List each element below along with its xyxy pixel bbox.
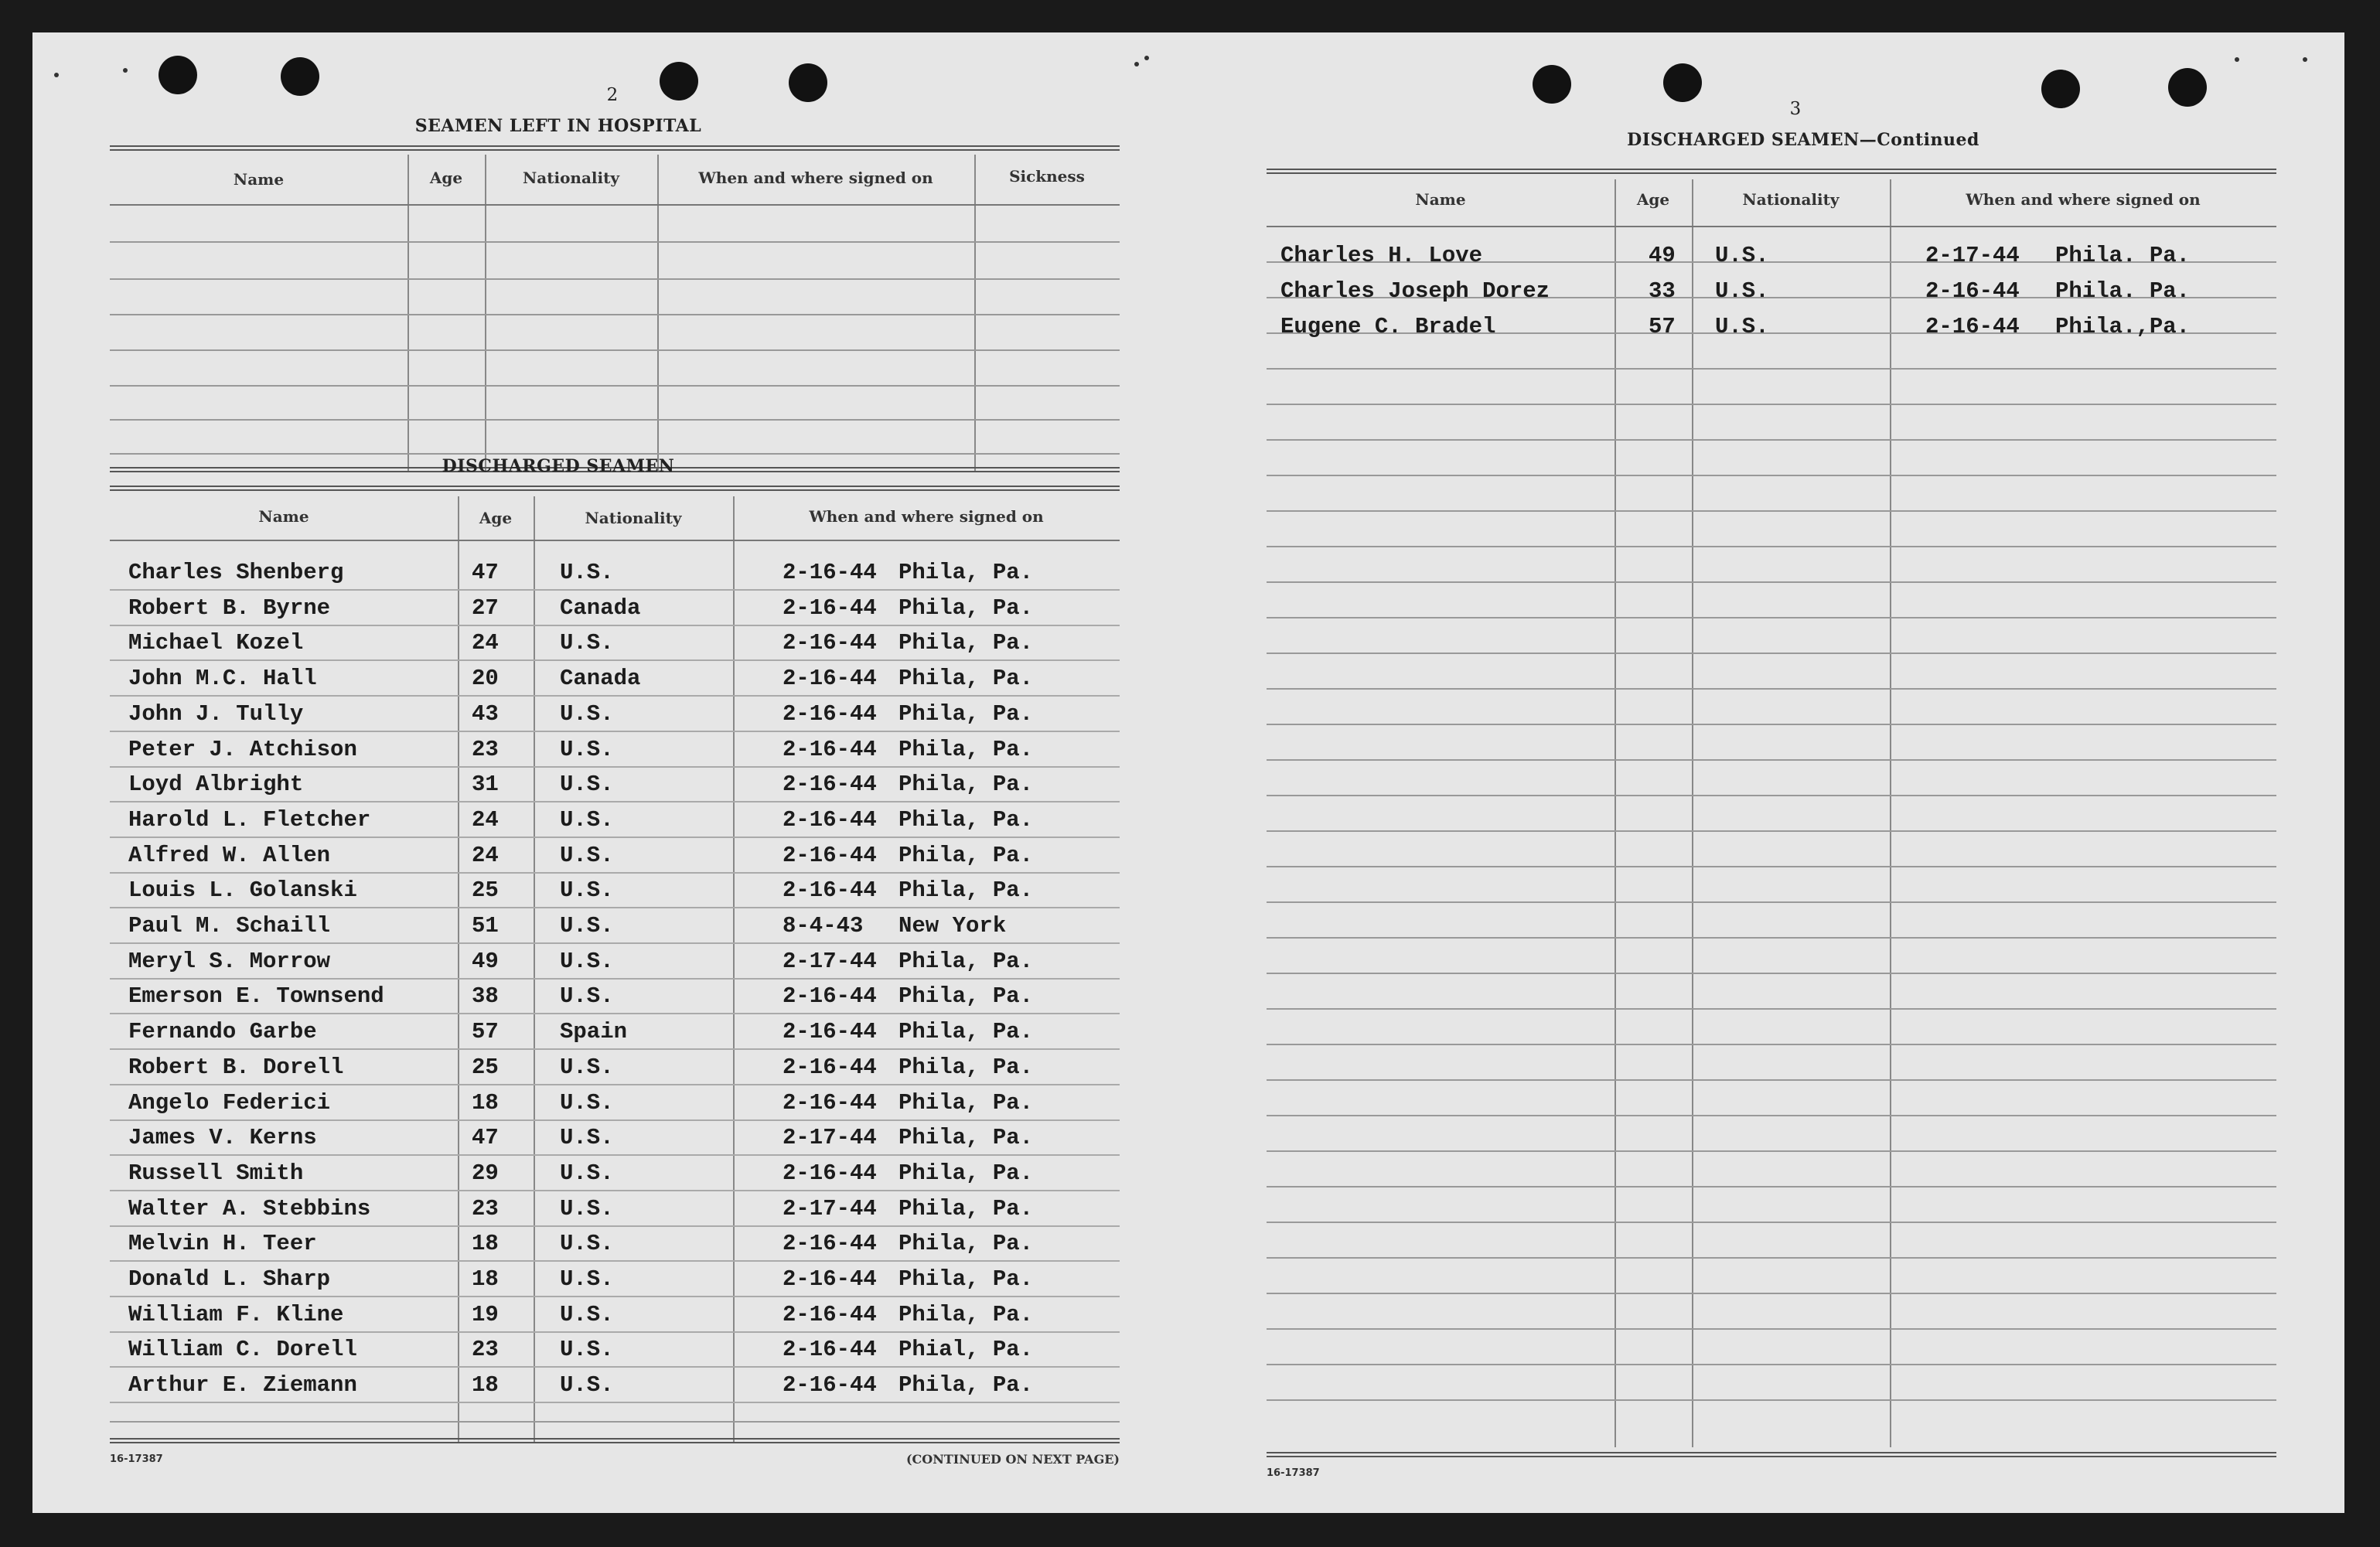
table-row bbox=[110, 731, 1120, 768]
discharged-col-nationality: Nationality bbox=[585, 509, 682, 527]
signed-on-place: Phila, Pa. bbox=[898, 772, 1034, 797]
table-row bbox=[110, 1225, 1120, 1262]
table-row bbox=[110, 871, 1120, 908]
table-row bbox=[110, 1296, 1120, 1333]
seaman-name: William C. Dorell bbox=[128, 1337, 357, 1362]
signed-on-place: Phila, Pa. bbox=[898, 877, 1034, 903]
discharged-col-name: Name bbox=[258, 507, 309, 526]
rule bbox=[1267, 1186, 2276, 1188]
rule bbox=[1267, 1328, 2276, 1330]
signed-on-place: Phila, Pa. bbox=[898, 1019, 1034, 1044]
speck bbox=[123, 68, 128, 73]
seaman-nationality: U.S. bbox=[560, 949, 614, 974]
signed-on-place: Phila, Pa. bbox=[898, 701, 1034, 727]
punch-hole bbox=[789, 63, 827, 102]
signed-on-date: 2-16-44 bbox=[783, 983, 877, 1009]
punch-hole bbox=[159, 56, 197, 94]
signed-on-date: 2-16-44 bbox=[783, 666, 877, 691]
seaman-nationality: Spain bbox=[560, 1019, 628, 1044]
rule bbox=[110, 314, 1120, 315]
rule bbox=[110, 1438, 1120, 1443]
seaman-nationality: U.S. bbox=[560, 1196, 614, 1222]
signed-on-date: 2-16-44 bbox=[783, 807, 877, 833]
table-row bbox=[110, 1154, 1120, 1191]
table-row bbox=[110, 659, 1120, 697]
rule bbox=[1267, 937, 2276, 939]
seaman-age: 43 bbox=[472, 701, 499, 727]
table-row bbox=[110, 624, 1120, 661]
speck bbox=[2235, 57, 2239, 62]
punch-hole bbox=[2041, 70, 2080, 108]
signed-on-place: Phila, Pa. bbox=[898, 1090, 1034, 1116]
seaman-age: 23 bbox=[472, 737, 499, 762]
rule bbox=[110, 385, 1120, 387]
signed-on-date: 2-16-44 bbox=[783, 1266, 877, 1292]
rule bbox=[1267, 169, 2276, 174]
speck bbox=[1144, 56, 1149, 60]
seaman-name: Michael Kozel bbox=[128, 630, 304, 656]
rule bbox=[110, 241, 1120, 243]
seaman-name: James V. Kerns bbox=[128, 1125, 317, 1150]
table-row bbox=[110, 1084, 1120, 1121]
seaman-age: 27 bbox=[472, 595, 499, 621]
column-divider bbox=[407, 155, 409, 472]
rule bbox=[1267, 1150, 2276, 1152]
seaman-age: 23 bbox=[472, 1337, 499, 1362]
table-row bbox=[110, 1260, 1120, 1297]
hospital-col-age: Age bbox=[429, 169, 463, 187]
seaman-name: Angelo Federici bbox=[128, 1090, 331, 1116]
seaman-nationality: U.S. bbox=[560, 843, 614, 868]
seaman-age: 24 bbox=[472, 630, 499, 656]
signed-on-date: 2-17-44 bbox=[783, 1196, 877, 1222]
signed-on-place: Phila. Pa. bbox=[2055, 243, 2191, 268]
seaman-name: Peter J. Atchison bbox=[128, 737, 357, 762]
punch-hole bbox=[1663, 63, 1702, 102]
seaman-nationality: U.S. bbox=[560, 1337, 614, 1362]
seaman-nationality: U.S. bbox=[560, 1372, 614, 1398]
rule bbox=[1267, 830, 2276, 832]
seaman-nationality: U.S. bbox=[560, 1302, 614, 1327]
signed-on-place: Phila, Pa. bbox=[898, 560, 1034, 585]
seaman-name: Alfred W. Allen bbox=[128, 843, 331, 868]
form-number: 16-17387 bbox=[1267, 1467, 1320, 1479]
signed-on-place: Phila, Pa. bbox=[898, 595, 1034, 621]
seaman-nationality: Canada bbox=[560, 666, 641, 691]
hospital-section-title: SEAMEN LEFT IN HOSPITAL bbox=[414, 116, 702, 136]
signed-on-place: Phila.,Pa. bbox=[2055, 314, 2191, 339]
signed-on-date: 2-17-44 bbox=[1925, 243, 2020, 268]
signed-on-date: 2-16-44 bbox=[783, 1019, 877, 1044]
seaman-age: 33 bbox=[1649, 278, 1676, 304]
seaman-age: 19 bbox=[472, 1302, 499, 1327]
seaman-age: 23 bbox=[472, 1196, 499, 1222]
signed-on-date: 2-16-44 bbox=[783, 630, 877, 656]
seaman-age: 25 bbox=[472, 877, 499, 903]
seaman-age: 49 bbox=[472, 949, 499, 974]
table-row bbox=[110, 1331, 1120, 1368]
hospital-col-name: Name bbox=[233, 170, 285, 189]
signed-on-place: Phila, Pa. bbox=[898, 1302, 1034, 1327]
rule bbox=[110, 453, 1120, 455]
rule bbox=[1267, 724, 2276, 725]
rule bbox=[110, 278, 1120, 280]
page-number: 2 bbox=[606, 85, 619, 105]
seaman-nationality: U.S. bbox=[560, 701, 614, 727]
seaman-nationality: U.S. bbox=[1715, 278, 1769, 304]
page-number: 3 bbox=[1789, 99, 1802, 119]
seaman-age: 49 bbox=[1649, 243, 1676, 268]
seaman-age: 18 bbox=[472, 1372, 499, 1398]
seaman-age: 25 bbox=[472, 1055, 499, 1080]
seaman-name: Harold L. Fletcher bbox=[128, 807, 371, 833]
rule bbox=[110, 204, 1120, 206]
seaman-age: 29 bbox=[472, 1160, 499, 1186]
column-divider bbox=[657, 155, 659, 472]
seaman-nationality: U.S. bbox=[560, 560, 614, 585]
signed-on-place: Phila, Pa. bbox=[898, 1266, 1034, 1292]
seaman-age: 18 bbox=[472, 1231, 499, 1256]
continued-col-age: Age bbox=[1636, 190, 1670, 209]
punch-hole bbox=[1533, 65, 1571, 104]
seaman-age: 18 bbox=[472, 1090, 499, 1116]
rule bbox=[110, 540, 1120, 541]
seaman-name: Meryl S. Morrow bbox=[128, 949, 331, 974]
signed-on-place: Phila, Pa. bbox=[898, 1125, 1034, 1150]
rule bbox=[1267, 404, 2276, 405]
seaman-name: Emerson E. Townsend bbox=[128, 983, 384, 1009]
seaman-name: William F. Kline bbox=[128, 1302, 344, 1327]
signed-on-date: 2-17-44 bbox=[783, 1125, 877, 1150]
ledger-sheet bbox=[32, 32, 2344, 1513]
seaman-age: 47 bbox=[472, 560, 499, 585]
seaman-age: 47 bbox=[472, 1125, 499, 1150]
seaman-nationality: U.S. bbox=[560, 913, 614, 939]
rule bbox=[1267, 759, 2276, 761]
seaman-nationality: U.S. bbox=[560, 737, 614, 762]
seaman-nationality: U.S. bbox=[560, 1231, 614, 1256]
punch-hole bbox=[2168, 68, 2207, 107]
signed-on-place: New York bbox=[898, 913, 1007, 939]
hospital-col-nationality: Nationality bbox=[523, 169, 619, 187]
seaman-name: Loyd Albright bbox=[128, 772, 304, 797]
seaman-name: Fernando Garbe bbox=[128, 1019, 317, 1044]
seaman-name: Arthur E. Ziemann bbox=[128, 1372, 357, 1398]
signed-on-place: Phila, Pa. bbox=[898, 1196, 1034, 1222]
seaman-name: Charles Joseph Dorez bbox=[1280, 278, 1550, 304]
seaman-nationality: U.S. bbox=[560, 1160, 614, 1186]
table-row bbox=[110, 977, 1120, 1014]
rule bbox=[1267, 1293, 2276, 1294]
seaman-name: Paul M. Schaill bbox=[128, 913, 331, 939]
signed-on-date: 2-16-44 bbox=[1925, 278, 2020, 304]
seaman-name: Eugene C. Bradel bbox=[1280, 314, 1496, 339]
seaman-name: John M.C. Hall bbox=[128, 666, 317, 691]
hospital-col-sickness: Sickness bbox=[1009, 167, 1085, 186]
rule bbox=[1267, 973, 2276, 974]
rule bbox=[1267, 1044, 2276, 1045]
discharged-col-age: Age bbox=[479, 509, 513, 527]
rule bbox=[1267, 546, 2276, 547]
rule bbox=[110, 145, 1120, 151]
seaman-name: Donald L. Sharp bbox=[128, 1266, 331, 1292]
signed-on-date: 2-16-44 bbox=[1925, 314, 2020, 339]
discharged-section-title: DISCHARGED SEAMEN bbox=[442, 456, 675, 476]
signed-on-date: 2-16-44 bbox=[783, 1090, 877, 1116]
rule bbox=[1267, 1399, 2276, 1401]
rule bbox=[110, 1421, 1120, 1423]
seaman-name: Charles H. Love bbox=[1280, 243, 1483, 268]
rule bbox=[1267, 1452, 2276, 1457]
table-row bbox=[110, 1366, 1120, 1403]
seaman-nationality: U.S. bbox=[560, 1266, 614, 1292]
rule bbox=[1267, 1008, 2276, 1010]
seaman-nationality: U.S. bbox=[560, 1055, 614, 1080]
table-row bbox=[110, 765, 1120, 802]
signed-on-date: 2-16-44 bbox=[783, 701, 877, 727]
signed-on-date: 2-16-44 bbox=[783, 843, 877, 868]
rule bbox=[1267, 1364, 2276, 1365]
signed-on-date: 2-16-44 bbox=[783, 1055, 877, 1080]
signed-on-place: Phila, Pa. bbox=[898, 1231, 1034, 1256]
signed-on-date: 2-16-44 bbox=[783, 1337, 877, 1362]
rule bbox=[110, 419, 1120, 421]
seaman-nationality: U.S. bbox=[560, 807, 614, 833]
rule bbox=[1267, 510, 2276, 512]
column-divider bbox=[485, 155, 486, 472]
signed-on-date: 2-16-44 bbox=[783, 1231, 877, 1256]
table-row bbox=[110, 589, 1120, 626]
seaman-name: Melvin H. Teer bbox=[128, 1231, 317, 1256]
seaman-nationality: U.S. bbox=[560, 983, 614, 1009]
continued-col-nationality: Nationality bbox=[1742, 190, 1840, 209]
seaman-age: 20 bbox=[472, 666, 499, 691]
table-row bbox=[110, 1190, 1120, 1227]
seaman-nationality: U.S. bbox=[560, 1090, 614, 1116]
rule bbox=[1267, 1115, 2276, 1116]
seaman-name: Robert B. Dorell bbox=[128, 1055, 344, 1080]
seaman-nationality: U.S. bbox=[1715, 243, 1769, 268]
rule bbox=[110, 486, 1120, 491]
signed-on-date: 2-16-44 bbox=[783, 772, 877, 797]
rule bbox=[1267, 1257, 2276, 1259]
punch-hole bbox=[660, 62, 698, 101]
seaman-age: 24 bbox=[472, 843, 499, 868]
seaman-age: 57 bbox=[472, 1019, 499, 1044]
table-row bbox=[110, 1048, 1120, 1085]
seaman-age: 57 bbox=[1649, 314, 1676, 339]
table-row bbox=[110, 907, 1120, 944]
signed-on-date: 2-16-44 bbox=[783, 877, 877, 903]
rule bbox=[1267, 1079, 2276, 1081]
signed-on-date: 2-16-44 bbox=[783, 1302, 877, 1327]
rule bbox=[1267, 795, 2276, 796]
rule bbox=[1267, 581, 2276, 583]
table-row bbox=[110, 837, 1120, 874]
seaman-nationality: U.S. bbox=[1715, 314, 1769, 339]
rule bbox=[1267, 866, 2276, 867]
signed-on-place: Phial, Pa. bbox=[898, 1337, 1034, 1362]
table-row bbox=[110, 695, 1120, 732]
seaman-name: Charles Shenberg bbox=[128, 560, 344, 585]
seaman-name: Russell Smith bbox=[128, 1160, 304, 1186]
signed-on-place: Phila, Pa. bbox=[898, 983, 1034, 1009]
rule bbox=[110, 349, 1120, 351]
signed-on-place: Phila, Pa. bbox=[898, 1160, 1034, 1186]
table-row bbox=[110, 1119, 1120, 1156]
punch-hole bbox=[281, 57, 319, 96]
form-number: 16-17387 bbox=[110, 1453, 163, 1465]
signed-on-date: 2-16-44 bbox=[783, 595, 877, 621]
seaman-age: 24 bbox=[472, 807, 499, 833]
table-row bbox=[110, 554, 1120, 591]
signed-on-place: Phila, Pa. bbox=[898, 949, 1034, 974]
seaman-name: John J. Tully bbox=[128, 701, 304, 727]
rule bbox=[1267, 617, 2276, 618]
seaman-nationality: U.S. bbox=[560, 772, 614, 797]
seaman-name: Robert B. Byrne bbox=[128, 595, 331, 621]
speck bbox=[1134, 62, 1139, 66]
table-row bbox=[110, 801, 1120, 838]
rule bbox=[1267, 688, 2276, 690]
continued-note: (CONTINUED ON NEXT PAGE) bbox=[905, 1452, 1120, 1467]
table-row bbox=[110, 942, 1120, 980]
seaman-age: 18 bbox=[472, 1266, 499, 1292]
continued-col-signed-on: When and where signed on bbox=[1966, 190, 2201, 209]
discharged-col-signed-on: When and where signed on bbox=[809, 507, 1044, 526]
seaman-age: 31 bbox=[472, 772, 499, 797]
rule bbox=[1267, 1222, 2276, 1223]
rule bbox=[1267, 226, 2276, 227]
signed-on-place: Phila, Pa. bbox=[898, 807, 1034, 833]
signed-on-date: 2-16-44 bbox=[783, 737, 877, 762]
rule bbox=[1267, 901, 2276, 903]
signed-on-place: Phila, Pa. bbox=[898, 1372, 1034, 1398]
speck bbox=[54, 73, 59, 77]
discharged-continued-title: DISCHARGED SEAMEN—Continued bbox=[1627, 130, 1979, 150]
seaman-name: Louis L. Golanski bbox=[128, 877, 357, 903]
signed-on-date: 2-16-44 bbox=[783, 1372, 877, 1398]
table-row bbox=[1267, 272, 2276, 308]
seaman-nationality: U.S. bbox=[560, 630, 614, 656]
seaman-nationality: U.S. bbox=[560, 1125, 614, 1150]
hospital-col-signed-on: When and where signed on bbox=[698, 169, 933, 187]
rule bbox=[1267, 439, 2276, 441]
seaman-nationality: U.S. bbox=[560, 877, 614, 903]
seaman-nationality: Canada bbox=[560, 595, 641, 621]
signed-on-date: 2-17-44 bbox=[783, 949, 877, 974]
signed-on-place: Phila, Pa. bbox=[898, 737, 1034, 762]
rule bbox=[1267, 475, 2276, 476]
table-row bbox=[1267, 237, 2276, 272]
signed-on-date: 8-4-43 bbox=[783, 913, 864, 939]
column-divider bbox=[974, 155, 976, 472]
seaman-name: Walter A. Stebbins bbox=[128, 1196, 371, 1222]
table-row bbox=[110, 1013, 1120, 1050]
signed-on-date: 2-16-44 bbox=[783, 1160, 877, 1186]
signed-on-place: Phila, Pa. bbox=[898, 1055, 1034, 1080]
continued-col-name: Name bbox=[1415, 190, 1466, 209]
signed-on-place: Phila, Pa. bbox=[898, 666, 1034, 691]
seaman-age: 51 bbox=[472, 913, 499, 939]
signed-on-date: 2-16-44 bbox=[783, 560, 877, 585]
signed-on-place: Phila, Pa. bbox=[898, 630, 1034, 656]
signed-on-place: Phila, Pa. bbox=[898, 843, 1034, 868]
seaman-age: 38 bbox=[472, 983, 499, 1009]
signed-on-place: Phila. Pa. bbox=[2055, 278, 2191, 304]
table-row bbox=[1267, 308, 2276, 343]
rule bbox=[1267, 653, 2276, 654]
rule bbox=[1267, 368, 2276, 370]
speck bbox=[2303, 57, 2307, 62]
